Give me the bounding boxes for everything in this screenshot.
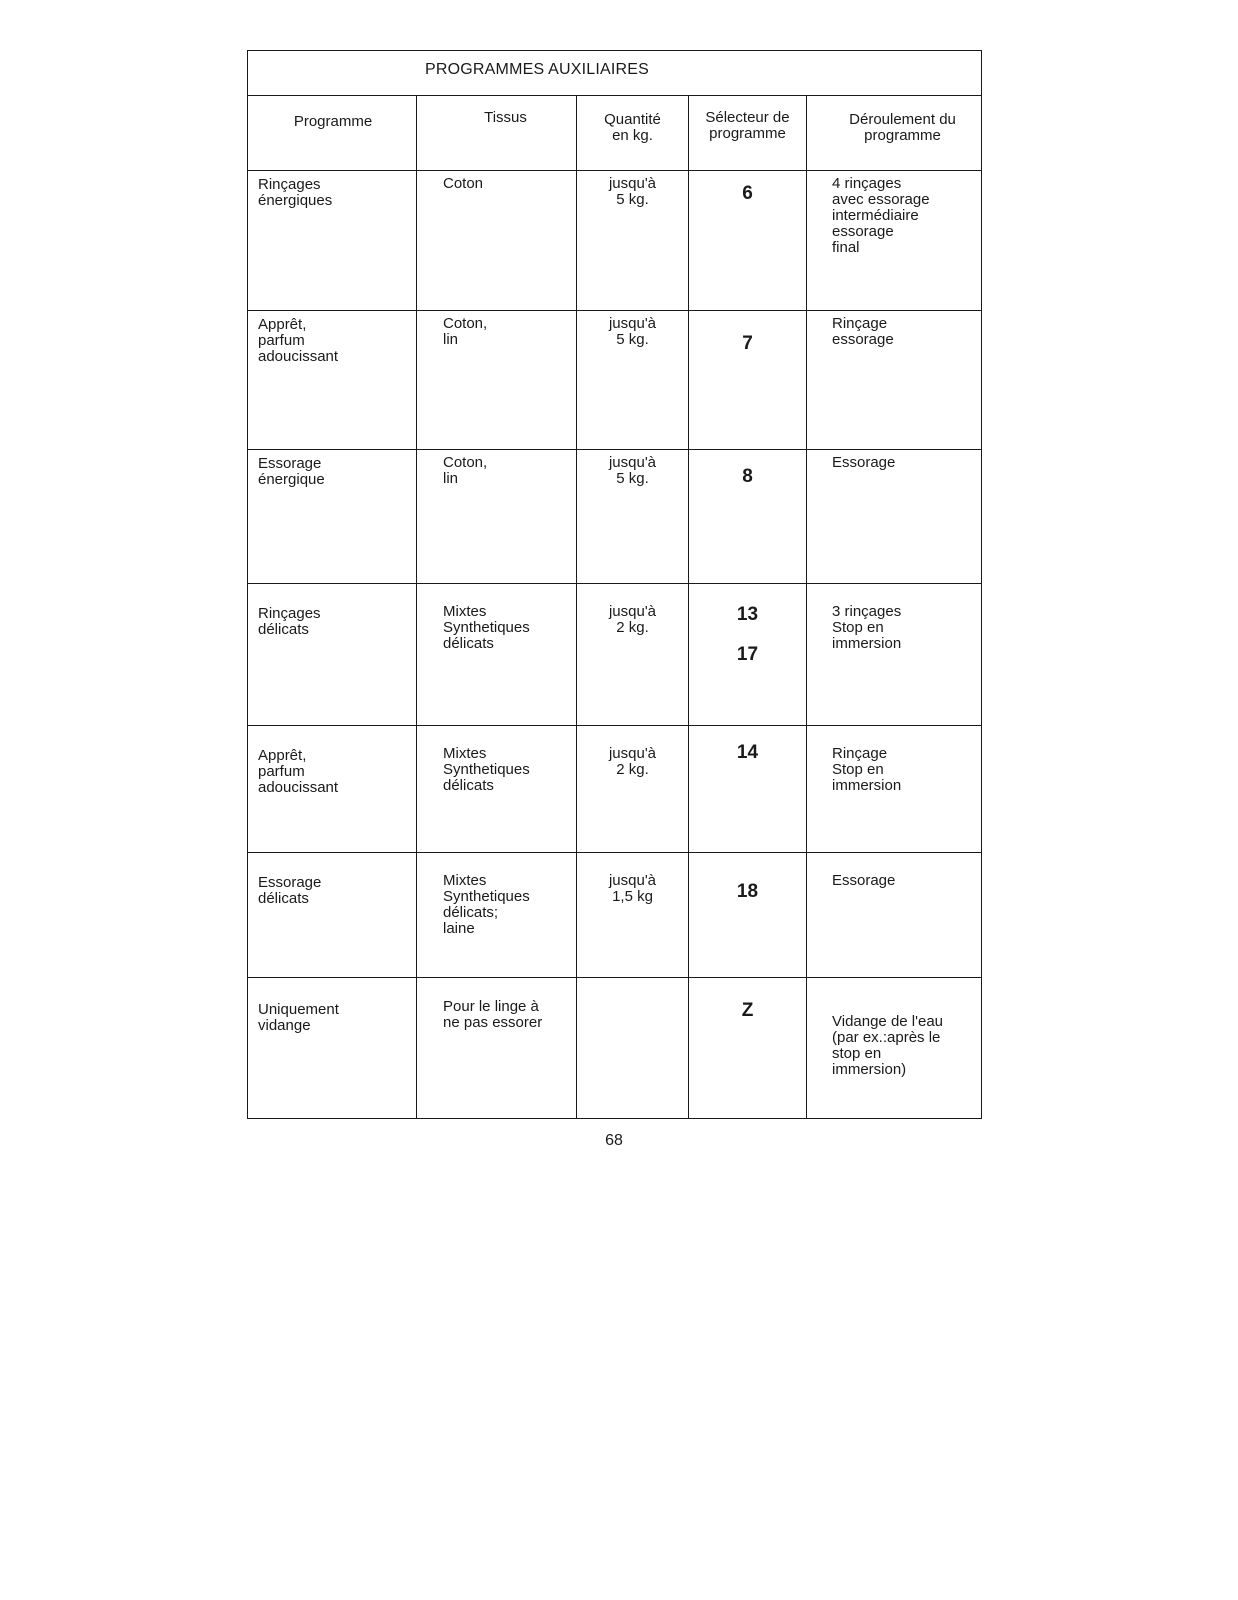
- cell-quantite: [577, 978, 689, 1119]
- header-tissus: Tissus: [417, 96, 577, 171]
- cell-deroulement: 4 rinçages avec essorage intermédiaire essorage final: [807, 171, 982, 311]
- selector-number-second: 17: [736, 644, 759, 665]
- cell-programme: Rinçages énergiques: [248, 171, 417, 311]
- page-number: 68: [605, 1132, 623, 1149]
- cell-programme: Apprêt, parfum adoucissant: [248, 726, 417, 853]
- auxiliary-programmes-table: [247, 50, 982, 1119]
- table-row: [248, 311, 982, 450]
- cell-deroulement: Essorage: [807, 450, 982, 584]
- selector-number: 6: [742, 183, 753, 204]
- header-selecteur: Sélecteur de programme: [689, 96, 807, 171]
- header-deroulement: Déroulement du programme: [807, 96, 982, 171]
- cell-programme: Rinçages délicats: [248, 584, 417, 726]
- table-row: [248, 584, 982, 726]
- selector-number: 8: [742, 466, 753, 487]
- selector-number: Z: [741, 1000, 754, 1021]
- table-row: [248, 171, 982, 311]
- table-title-cell: [248, 51, 982, 96]
- cell-tissus: Coton: [417, 171, 577, 311]
- cell-programme: Essorage délicats: [248, 853, 417, 978]
- table-row: [248, 450, 982, 584]
- selector-number: 13: [736, 604, 759, 625]
- cell-selecteur: [689, 311, 807, 450]
- cell-selecteur: [689, 171, 807, 311]
- cell-quantite: jusqu'à 5 kg.: [577, 171, 689, 311]
- cell-selecteur: [689, 450, 807, 584]
- cell-quantite: jusqu'à 1,5 kg: [577, 853, 689, 978]
- selector-number: 18: [736, 881, 759, 902]
- cell-selecteur: [689, 584, 807, 726]
- cell-deroulement: Vidange de l'eau (par ex.:après le stop en immersion): [807, 978, 982, 1119]
- cell-deroulement: Rinçage essorage: [807, 311, 982, 450]
- cell-selecteur: [689, 726, 807, 853]
- table-title-row: [248, 51, 982, 96]
- table-row: [248, 978, 982, 1119]
- cell-tissus: Coton, lin: [417, 450, 577, 584]
- table-row: [248, 726, 982, 853]
- cell-deroulement: Rinçage Stop en immersion: [807, 726, 982, 853]
- table-title: PROGRAMMES AUXILIAIRES: [425, 61, 650, 78]
- header-programme: Programme: [248, 96, 417, 171]
- header-quantite: Quantité en kg.: [577, 96, 689, 171]
- cell-deroulement: 3 rinçages Stop en immersion: [807, 584, 982, 726]
- cell-tissus: Pour le linge à ne pas essorer: [417, 978, 577, 1119]
- cell-programme: Apprêt, parfum adoucissant: [248, 311, 417, 450]
- cell-quantite: jusqu'à 2 kg.: [577, 584, 689, 726]
- cell-quantite: jusqu'à 5 kg.: [577, 450, 689, 584]
- cell-selecteur: [689, 853, 807, 978]
- cell-tissus: Coton, lin: [417, 311, 577, 450]
- cell-quantite: jusqu'à 2 kg.: [577, 726, 689, 853]
- cell-programme: Essorage énergique: [248, 450, 417, 584]
- cell-tissus: Mixtes Synthetiques délicats; laine: [417, 853, 577, 978]
- table-header-row: [248, 96, 982, 171]
- cell-selecteur: [689, 978, 807, 1119]
- cell-quantite: jusqu'à 5 kg.: [577, 311, 689, 450]
- cell-tissus: Mixtes Synthetiques délicats: [417, 726, 577, 853]
- selector-number: 14: [736, 742, 759, 763]
- cell-tissus: Mixtes Synthetiques délicats: [417, 584, 577, 726]
- table-row: [248, 853, 982, 978]
- cell-programme: Uniquement vidange: [248, 978, 417, 1119]
- cell-deroulement: Essorage: [807, 853, 982, 978]
- selector-number: 7: [742, 333, 753, 354]
